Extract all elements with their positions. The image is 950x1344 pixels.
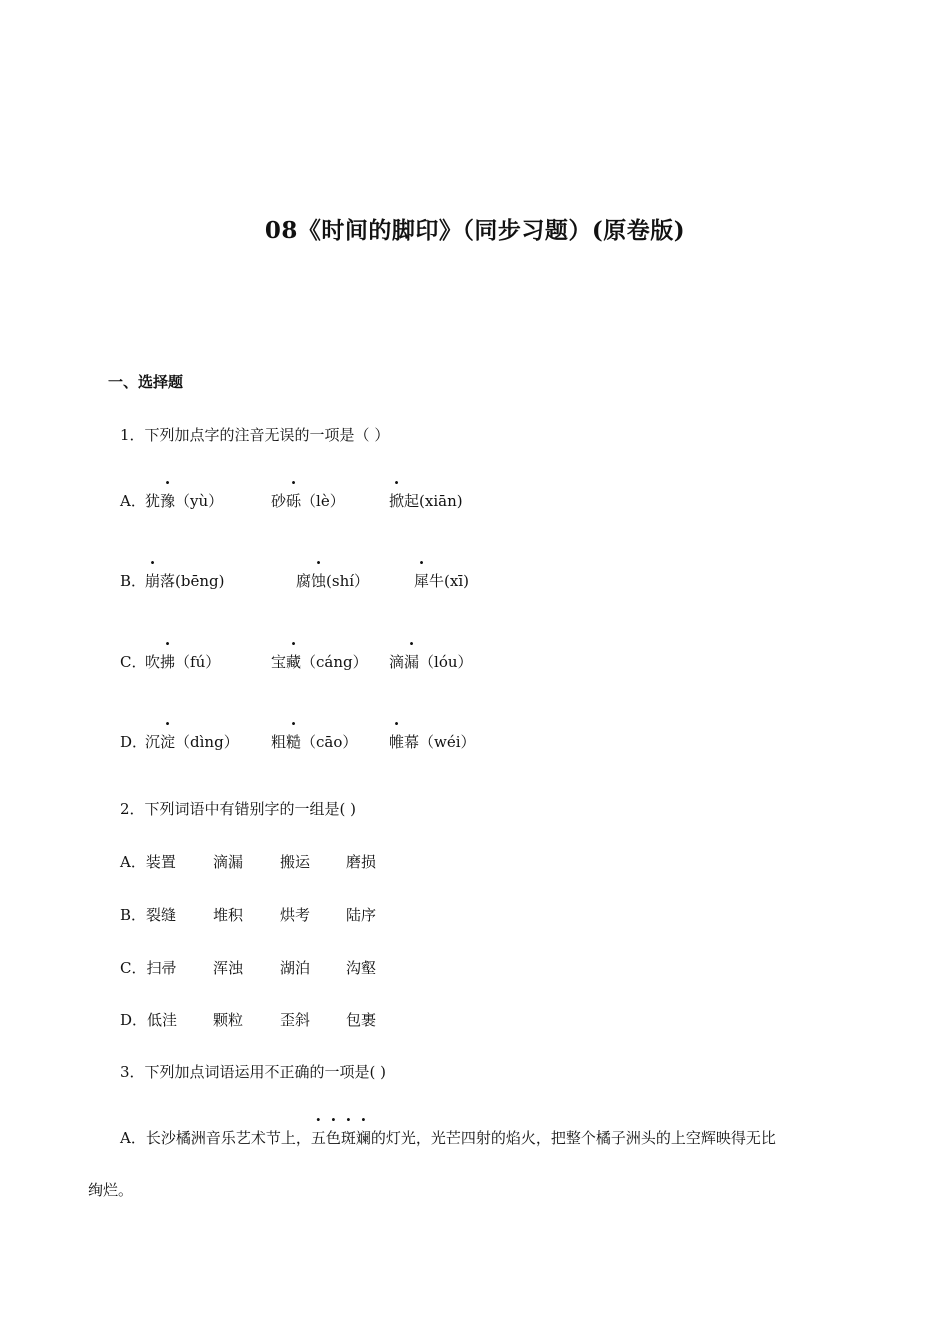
- option-word: 崩落(bēng): [145, 572, 225, 590]
- page-title: 08《时间的脚印》（同步习题）(原卷版): [264, 217, 686, 244]
- dotted-char: 色: [325, 1129, 341, 1147]
- option-word: 搬运: [280, 853, 311, 871]
- option-label: A．: [120, 492, 146, 510]
- dotted-char: 崩: [145, 572, 161, 590]
- dotted-char: 斑: [340, 1129, 356, 1147]
- option-text: A．长沙橘洲音乐艺术节上，: [120, 1129, 311, 1147]
- option-word: 沉淀（dìng）: [145, 733, 239, 751]
- dotted-char: 淀: [160, 733, 176, 751]
- question-3-stem: 3．下列加点词语运用不正确的一项是( ): [120, 1063, 387, 1081]
- option-label: B．裂缝: [120, 906, 177, 924]
- option-word: 堆积: [213, 906, 244, 924]
- option-label: B．: [120, 572, 147, 590]
- dotted-char: 砾: [286, 492, 302, 510]
- dotted-char: 藏: [286, 653, 302, 671]
- option-label: C．扫帚: [120, 959, 177, 977]
- option-word: 浑浊: [213, 959, 244, 977]
- option-label: D．: [120, 733, 148, 751]
- option-word: 吹拂（fú）: [145, 653, 221, 671]
- question-2-stem: 2．下列词语中有错别字的一组是( ): [120, 800, 357, 818]
- section-heading: 一、选择题: [108, 373, 184, 391]
- option-word: 砂砾（lè）: [271, 492, 345, 510]
- option-label: C．: [120, 653, 147, 671]
- option-word: 滴漏（lóu）: [389, 653, 473, 671]
- option-word: 歪斜: [280, 1011, 311, 1029]
- dotted-char: 掀: [389, 492, 405, 510]
- option-word: 宝藏（cáng）: [271, 653, 368, 671]
- option-word: 颗粒: [213, 1011, 244, 1029]
- option-word: 犀牛(xī): [414, 572, 469, 590]
- option-word: 包裹: [346, 1011, 377, 1029]
- question-3-option-a: [120, 1127, 776, 1148]
- option-word: 烘考: [280, 906, 311, 924]
- option-label: A．装置: [120, 853, 176, 871]
- dotted-char: 漏: [404, 653, 420, 671]
- dotted-char: 豫: [160, 492, 176, 510]
- question-1-stem: 1．下列加点字的注音无误的一项是（ ）: [120, 426, 390, 444]
- dotted-char: 斓: [355, 1129, 371, 1147]
- option-word: 掀起(xiān): [389, 492, 463, 510]
- dotted-char: 五: [310, 1129, 326, 1147]
- option-word: 犹豫（yù）: [145, 492, 224, 510]
- option-word: 粗糙（cāo）: [271, 733, 358, 751]
- option-word: 磨损: [346, 853, 377, 871]
- dotted-char: 犀: [414, 572, 430, 590]
- dotted-char: 拂: [160, 653, 176, 671]
- option-label: D．低洼: [120, 1011, 178, 1029]
- dotted-char: 蚀: [311, 572, 327, 590]
- option-word: 沟壑: [346, 959, 377, 977]
- option-word: 帷幕（wéi）: [389, 733, 476, 751]
- option-text: 的灯光，光芒四射的焰火，把整个橘子洲头的上空辉映得无比: [370, 1129, 776, 1147]
- option-word: 湖泊: [280, 959, 311, 977]
- option-word: 陆序: [346, 906, 377, 924]
- option-word: 滴漏: [213, 853, 244, 871]
- option-word: 腐蚀(shí）: [296, 572, 370, 590]
- question-3-option-a-continued: 绚烂。: [88, 1181, 134, 1199]
- dotted-char: 帷: [389, 733, 405, 751]
- dotted-char: 糙: [286, 733, 302, 751]
